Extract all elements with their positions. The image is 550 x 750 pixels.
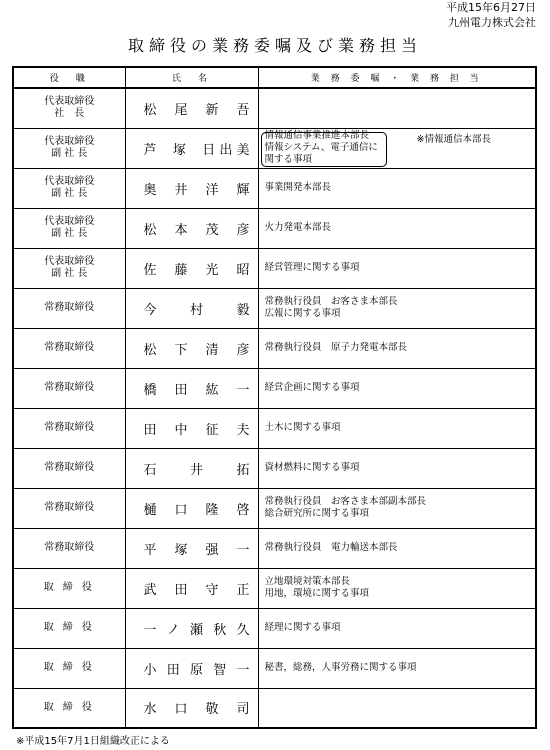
- name-character: 秋: [213, 622, 227, 638]
- name-character: 口: [174, 502, 188, 518]
- name-character: 平: [143, 542, 157, 558]
- duties-cell: [258, 448, 536, 488]
- name-character: 昭: [236, 262, 250, 278]
- position-cell: [13, 168, 125, 208]
- name-character: 啓: [236, 502, 250, 518]
- name-cell: [125, 368, 258, 408]
- position-column-header: 役 職: [13, 67, 125, 88]
- name-character: 智: [213, 662, 227, 678]
- duty-text: 土木に関する事項: [264, 422, 341, 433]
- table-row: [13, 448, 536, 488]
- name-character: 今: [143, 302, 157, 318]
- name-character: 瀬: [189, 622, 203, 638]
- table-header-row: [13, 67, 536, 88]
- name-character: 清: [205, 342, 219, 358]
- name-character: ノ: [166, 622, 180, 638]
- duty-text: 立地環境対策本部長: [264, 576, 351, 587]
- name-cell: [125, 288, 258, 328]
- officer-name: [144, 459, 250, 478]
- name-character: 水: [143, 702, 157, 718]
- name-character: 田: [174, 582, 188, 598]
- table-row: [13, 408, 536, 448]
- name-character: 藤: [174, 262, 188, 278]
- name-cell: [125, 688, 258, 728]
- duty-text: 事業開発本部長: [264, 182, 332, 193]
- table-row: [13, 528, 536, 568]
- name-cell: [125, 408, 258, 448]
- duty-text: 常務執行役員 電力輸送本部長: [264, 542, 398, 553]
- position-cell: [13, 448, 125, 488]
- officer-name: [144, 259, 250, 278]
- table-row: [13, 688, 536, 728]
- duty-text: 資材燃料に関する事項: [264, 462, 360, 473]
- position-cell: [13, 488, 125, 528]
- name-character: 石: [143, 462, 157, 478]
- duty-text: 経理に関する事項: [264, 622, 341, 633]
- name-character: 一: [236, 662, 250, 678]
- officer-name: [144, 419, 250, 438]
- name-character: 隆: [205, 502, 219, 518]
- duties-cell: [258, 168, 536, 208]
- name-character: 村: [189, 302, 203, 318]
- duties-cell: [258, 288, 536, 328]
- duties-cell: [258, 368, 536, 408]
- name-character: 下: [174, 342, 188, 358]
- table-row: [13, 328, 536, 368]
- position-text: 代表取締役: [44, 136, 95, 147]
- name-character: 田: [143, 422, 157, 438]
- table-row: [13, 288, 536, 328]
- company-name: 九州電力株式会社: [448, 16, 536, 29]
- table-row: [13, 368, 536, 408]
- name-cell: [125, 208, 258, 248]
- officer-name: [144, 659, 250, 678]
- officer-name: [144, 379, 250, 398]
- name-cell: [125, 608, 258, 648]
- name-character: 口: [174, 702, 188, 718]
- position-text: 代表取締役: [44, 176, 95, 187]
- name-character: 新: [205, 102, 219, 118]
- name-character: 征: [205, 422, 219, 438]
- name-character: 一: [236, 382, 250, 398]
- name-character: 守: [205, 582, 219, 598]
- position-text: 取 締 役: [43, 662, 95, 673]
- position-cell: [13, 608, 125, 648]
- officer-name: [144, 619, 250, 638]
- table-row: [13, 608, 536, 648]
- duties-cell: [258, 488, 536, 528]
- position-text: 取 締 役: [43, 622, 95, 633]
- duty-bracket: [261, 132, 387, 167]
- name-character: 夫: [236, 422, 250, 438]
- position-cell: [13, 128, 125, 168]
- duty-text: 関する事項: [264, 154, 313, 165]
- name-cell: [125, 448, 258, 488]
- duty-text: 用地，環境に関する事項: [264, 588, 370, 599]
- position-text: 代表取締役: [44, 256, 95, 267]
- name-character: 樋: [143, 502, 157, 518]
- duties-cell: [258, 528, 536, 568]
- position-cell: [13, 248, 125, 288]
- table-row: [13, 128, 536, 168]
- name-cell: [125, 328, 258, 368]
- officer-name: [144, 179, 250, 198]
- duties-cell: [258, 88, 536, 128]
- document-date: 平成15年6月27日: [446, 1, 536, 14]
- name-character: 敬: [205, 702, 219, 718]
- duty-text: 総合研究所に関する事項: [264, 508, 370, 519]
- document-title: 取締役の業務委嘱及び業務担当: [127, 36, 422, 55]
- footnote: ※平成15年7月1日組織改正による: [16, 736, 170, 747]
- position-text: 常務取締役: [44, 542, 95, 553]
- name-character: 塚: [172, 142, 186, 158]
- name-character: 武: [143, 582, 157, 598]
- name-character: 芦: [143, 142, 157, 158]
- name-character: 茂: [205, 222, 219, 238]
- table-row: [13, 568, 536, 608]
- position-text: 社 長: [54, 108, 85, 120]
- position-text: 常務取締役: [44, 462, 95, 473]
- position-text: 常務取締役: [44, 422, 95, 433]
- name-character: 强: [205, 542, 219, 558]
- name-character: 光: [205, 262, 219, 278]
- name-character: 中: [174, 422, 188, 438]
- name-character: 毅: [236, 302, 250, 318]
- position-cell: [13, 688, 125, 728]
- position-cell: [13, 408, 125, 448]
- table-row: [13, 168, 536, 208]
- duty-text: 経営管理に関する事項: [264, 262, 360, 273]
- duty-text: 火力発電本部長: [264, 222, 332, 233]
- position-cell: [13, 288, 125, 328]
- duty-text: 常務執行役員 お客さま本部副本部長: [264, 496, 427, 507]
- name-character: 松: [143, 342, 157, 358]
- position-text: 副 社 長: [51, 268, 88, 279]
- name-character: 一: [143, 622, 157, 638]
- officer-name: [144, 339, 250, 358]
- duty-text: 秘書，総務，人事労務に関する事項: [264, 662, 417, 673]
- table-row: [13, 648, 536, 688]
- position-text: 取 締 役: [43, 582, 95, 593]
- name-cell: [125, 568, 258, 608]
- position-cell: [13, 328, 125, 368]
- name-cell: [125, 128, 258, 168]
- position-cell: [13, 648, 125, 688]
- position-text: 取 締 役: [43, 701, 95, 713]
- table-row: [13, 208, 536, 248]
- officer-name: [144, 299, 250, 318]
- officer-name: [144, 579, 250, 598]
- name-character: 司: [236, 702, 250, 718]
- officer-name: [144, 698, 250, 717]
- name-character: 久: [236, 622, 250, 638]
- name-character: 井: [189, 462, 203, 478]
- duty-text: 常務執行役員 お客さま本部長: [264, 296, 398, 307]
- position-text: 副 社 長: [51, 188, 88, 199]
- name-character: 輝: [236, 182, 250, 198]
- position-text: 副 社 長: [51, 228, 88, 239]
- duties-cell: [258, 608, 536, 648]
- table-row: [13, 248, 536, 288]
- name-character: 田: [174, 382, 188, 398]
- position-cell: [13, 88, 125, 128]
- name-character: 彦: [236, 222, 250, 238]
- position-text: 常務取締役: [44, 342, 95, 353]
- name-character: 井: [174, 182, 188, 198]
- position-text: 常務取締役: [44, 382, 95, 393]
- duty-text: 経営企画に関する事項: [264, 382, 360, 393]
- position-text: 常務取締役: [44, 302, 95, 313]
- duty-text: 常務執行役員 原子力発電本部長: [264, 342, 408, 353]
- officer-name: [144, 99, 250, 118]
- officer-name: [144, 139, 250, 158]
- position-cell: [13, 568, 125, 608]
- name-character: 洋: [205, 182, 219, 198]
- duty-text: 情報システム、電子通信に: [264, 142, 378, 153]
- name-cell: [125, 528, 258, 568]
- name-character: 日 出 美: [202, 142, 250, 158]
- officer-name: [144, 499, 250, 518]
- duty-note: ※情報通信本部長: [416, 133, 491, 145]
- name-cell: [125, 88, 258, 128]
- table-row: [13, 488, 536, 528]
- name-character: 吾: [236, 102, 250, 118]
- name-character: 小: [143, 662, 157, 678]
- name-cell: [125, 488, 258, 528]
- name-character: 彦: [236, 342, 250, 358]
- duties-cell: [258, 648, 536, 688]
- duties-column-header: 業 務 委 嘱 ・ 業 務 担 当: [258, 67, 536, 88]
- duties-cell: [258, 208, 536, 248]
- name-character: 正: [236, 582, 250, 598]
- duty-text: 広報に関する事項: [264, 308, 341, 319]
- name-character: 佐: [143, 262, 157, 278]
- name-character: 奥: [143, 182, 157, 198]
- duties-cell: [258, 328, 536, 368]
- name-character: 田: [166, 662, 180, 678]
- position-cell: [13, 208, 125, 248]
- duties-cell: [258, 248, 536, 288]
- duties-cell: [258, 128, 536, 168]
- duties-cell: [258, 408, 536, 448]
- table-row: [13, 88, 536, 128]
- name-character: 一: [236, 542, 250, 558]
- officers-table: [12, 66, 537, 729]
- name-cell: [125, 168, 258, 208]
- position-text: 常務取締役: [44, 502, 95, 513]
- duties-cell: [258, 568, 536, 608]
- position-text: 副 社 長: [51, 148, 88, 159]
- name-character: 紘: [205, 382, 219, 398]
- officer-name: [144, 219, 250, 238]
- position-cell: [13, 368, 125, 408]
- officer-rows: [13, 88, 536, 728]
- duties-cell: [258, 688, 536, 728]
- name-character: 橋: [143, 382, 157, 398]
- name-column-header: 氏 名: [125, 67, 258, 88]
- name-cell: [125, 248, 258, 288]
- position-cell: [13, 528, 125, 568]
- position-text: 代表取締役: [44, 96, 95, 108]
- name-character: 松: [143, 102, 157, 118]
- name-character: 本: [174, 222, 188, 238]
- officer-name: [144, 539, 250, 558]
- name-character: 原: [189, 662, 203, 678]
- name-cell: [125, 648, 258, 688]
- position-text: 代表取締役: [44, 216, 95, 227]
- name-character: 塚: [174, 542, 188, 558]
- name-character: 尾: [174, 102, 188, 118]
- name-character: 松: [143, 222, 157, 238]
- duty-text: 情報通信事業推進本部長: [264, 130, 370, 141]
- name-character: 拓: [236, 462, 250, 478]
